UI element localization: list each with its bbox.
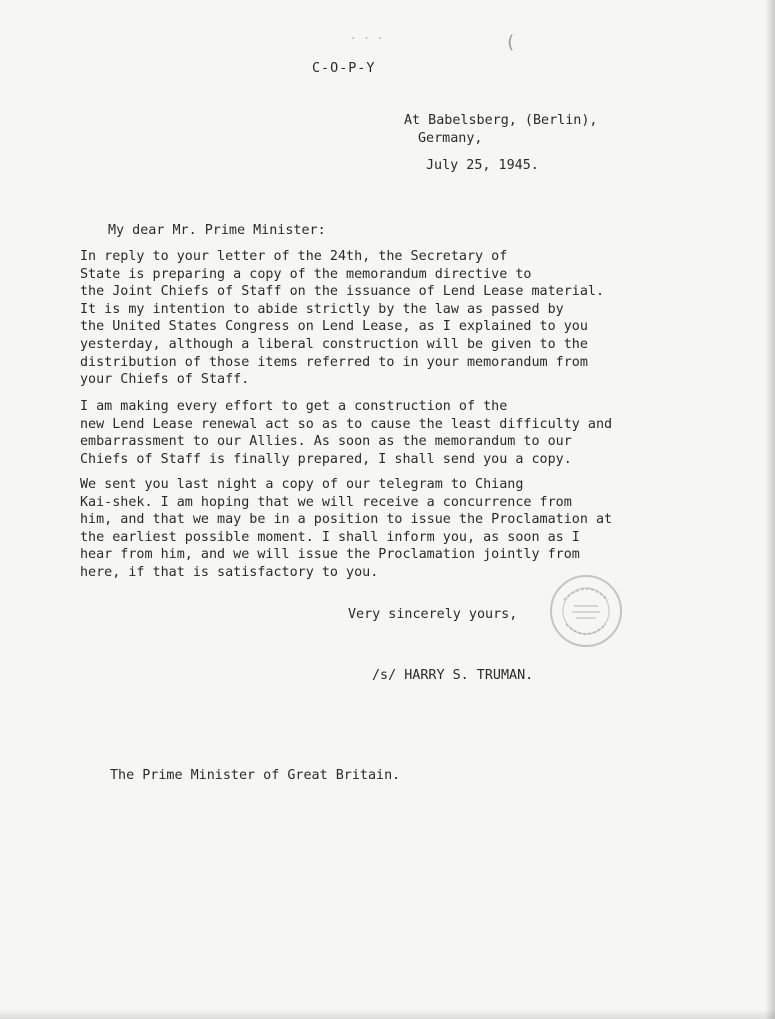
paragraph-2: I am making every effort to get a construction of the new Lend Lease renewal act so as to cause the least difficulty and embarrassment to our Allies. As soon as the memorandum to our Chiefs of Staff is finally prepared, I shall send you a copy. — [80, 399, 613, 467]
place-line-2: Germany, — [418, 131, 483, 146]
letter-date: July 25, 1945. — [426, 158, 539, 173]
closing: Very sincerely yours, — [348, 607, 518, 622]
paragraph-1: In reply to your letter of the 24th, the Secretary of State is preparing a copy of the memorandum directive to the Joint Chiefs of Staff on the issuance of Lend Lease material. It is my intention to abide strictly by the law as passed by the United States Congress on Lend Lease, as I explained to you yesterday, although a liberal construction will be given to the distribution of those items referred to in your memorandum from your Chiefs of Staff. — [80, 249, 605, 388]
page-bottom-shadow — [0, 1009, 775, 1019]
addressee: The Prime Minister of Great Britain. — [110, 768, 401, 783]
paragraph-3: We sent you last night a copy of our telegram to Chiang Kai-shek. I am hoping that we will receive a concurrence from him, and that we may be in a position to issue the Proclamation at the earliest possible moment. I shall inform you, as soon as I hear from him, and we will issue the Proclamation jointly from here, if that is satisfactory to you. — [80, 477, 613, 580]
copy-heading: C-O-P-Y — [312, 61, 376, 76]
archival-stamp-icon — [544, 572, 628, 650]
smudge-mark: · · · — [350, 32, 384, 45]
page-edge-shadow — [765, 0, 775, 1019]
salutation: My dear Mr. Prime Minister: — [108, 223, 326, 238]
place-line-1: At Babelsberg, (Berlin), — [404, 113, 598, 128]
signature: /s/ HARRY S. TRUMAN. — [372, 668, 534, 683]
pencil-mark: ( — [505, 32, 516, 53]
